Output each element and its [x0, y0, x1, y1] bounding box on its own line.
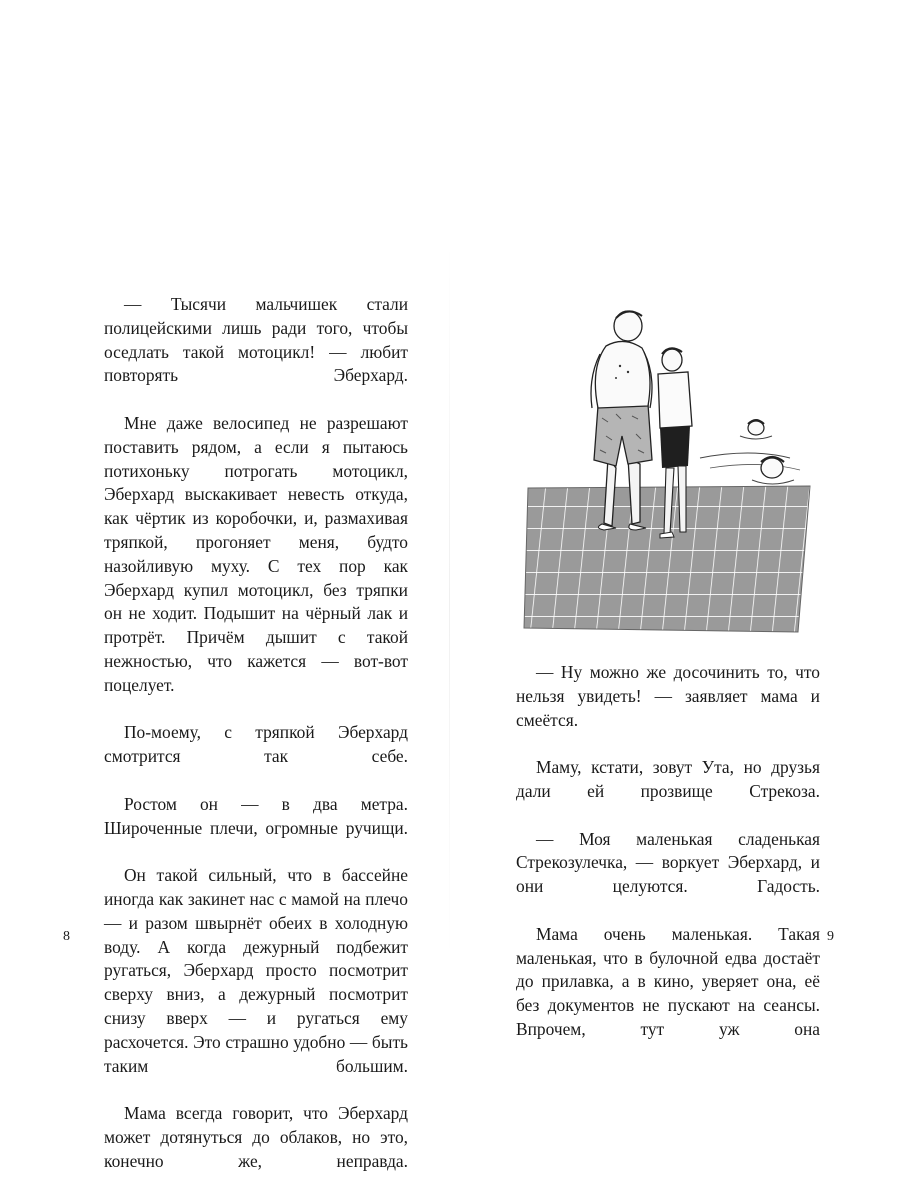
right-page — [450, 0, 900, 1200]
pool-scene-illustration — [520, 308, 820, 644]
paragraph: По-моему, с тряпкой Эберхард смотрится так себе. — [104, 722, 408, 767]
paragraph: Мама очень маленькая. Такая маленькая, что в булочной едва достаёт до прилавка, а в кино, уверяет она, её без документов не пускают на сеансы. Впрочем, тут уж она — [516, 923, 820, 1039]
page-number: 8 — [63, 929, 70, 944]
paragraph: — Ну можно же досочинить то, что нельзя увидеть! — заявляет мама и смеётся. — [516, 662, 820, 730]
left-page-text — [104, 293, 408, 1197]
paragraph: Мама всегда говорит, что Эберхард может дотянуться до облаков, но это, конечно же, неправда. — [104, 1103, 408, 1171]
paragraph: — Моя маленькая сладенькая Стрекозулечка, — воркует Эберхард, и они целуются. Гадость. — [516, 828, 820, 897]
paragraph: Он такой сильный, что в бассейне иногда как закинет нас с мамой на плечо — и разом швырнёт обеих в холодную воду. А когда дежурный подбежит ругаться, Эберхард просто посмотрит сверху вниз, а дежурный посмотрит снизу вверх — и ругаться ему расхочется. Это страшно удобно — быть таким большим. — [104, 865, 408, 1076]
page-number: 9 — [827, 929, 834, 944]
right-page-text — [516, 661, 820, 1066]
paragraph: — Тысячи мальчишек стали полицейскими лишь ради того, чтобы оседлать такой мотоцикл! — любит повторять Эберхард. — [104, 294, 408, 386]
paragraph: Ростом он — в два метра. Широченные плечи, огромные ручищи. — [104, 793, 408, 838]
paragraph: Мне даже велосипед не разрешают поставить рядом, а если я пытаюсь потихоньку потрогать мотоцикл, Эберхард выскакивает невесть откуда, как чёртик из коробочки, и, размахивая тряпкой, прогоняет меня, будто назойливую муху. С тех пор как Эберхард купил мотоцикл, без тряпки он не ходит. Подышит на чёрный лак и протрёт. Причём дышит с такой нежностью, что кажется — вот-вот поцелует. — [104, 412, 408, 695]
paragraph: Маму, кстати, зовут Ута, но друзья дали ей прозвище Стрекоза. — [516, 757, 820, 801]
